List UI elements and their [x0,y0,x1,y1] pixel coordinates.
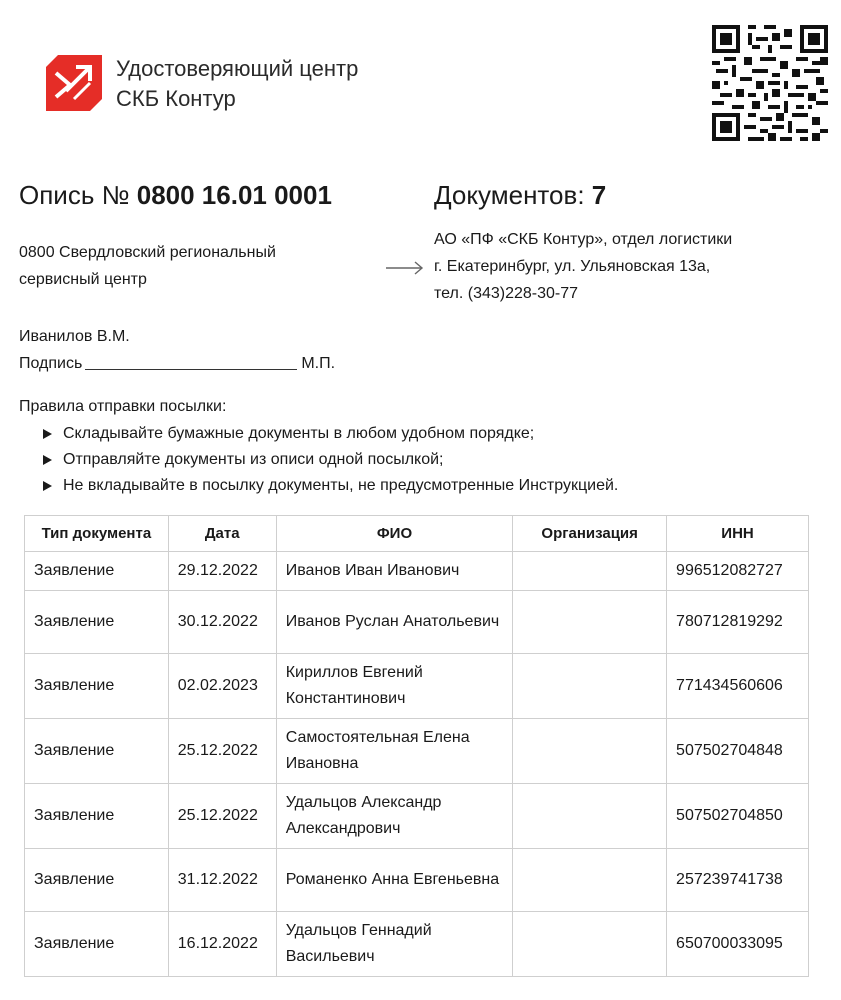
cell-inn: 507502704850 [667,784,809,849]
skb-kontur-logo-icon [46,55,102,111]
signature-line [85,351,297,370]
cell-org [513,719,667,784]
table-row [25,784,809,849]
recipient-line1: АО «ПФ «СКБ Контур», отдел логистики [434,231,733,248]
sender-line1: 0800 Свердловский региональный [19,244,276,261]
cell-type: Заявление [25,719,169,784]
cell-fio: Иванов Руслан Анатольевич [276,591,513,654]
table-header-row [25,516,809,552]
cell-inn: 996512082727 [667,552,809,591]
recipient-line3: тел. (343)228-30-77 [434,285,579,302]
cell-date: 31.12.2022 [168,849,276,912]
cell-date: 25.12.2022 [168,719,276,784]
arrow-right-icon [385,260,425,276]
cell-org [513,552,667,591]
documents-count-title [434,178,606,212]
table-row [25,654,809,719]
cell-fio: Романенко Анна Евгеньевна [276,849,513,912]
cell-org [513,591,667,654]
cell-type: Заявление [25,552,169,591]
qr-code-icon [712,25,828,141]
table-row [25,552,809,591]
cell-inn: 507502704848 [667,719,809,784]
cell-type: Заявление [25,912,169,977]
signature-row [19,350,335,377]
rule-item: Не вкладывайте в посылку документы, не предусмотренные Инструкцией. [41,473,618,499]
cell-inn: 771434560606 [667,654,809,719]
cell-type: Заявление [25,784,169,849]
shipping-rules [19,394,618,499]
inventory-number: 0800 16.01 0001 [136,180,332,210]
cell-date: 16.12.2022 [168,912,276,977]
documents-count: 7 [591,180,607,210]
rule-item: Складывайте бумажные документы в любом удобном порядке; [41,421,618,447]
inventory-title-prefix: Опись № [19,180,130,210]
cell-type: Заявление [25,849,169,912]
rules-list [19,421,618,499]
cell-inn: 257239741738 [667,849,809,912]
table-row [25,849,809,912]
column-header-fio: ФИО [276,516,513,552]
column-header-org: Организация [513,516,667,552]
sender-block [19,239,359,293]
cell-org [513,912,667,977]
stamp-label: М.П. [301,355,336,372]
table-row [25,591,809,654]
recipient-block [434,226,814,307]
cell-type: Заявление [25,654,169,719]
cell-inn: 650700033095 [667,912,809,977]
column-header-date: Дата [168,516,276,552]
cell-fio: Удальцов Геннадий Васильевич [276,912,513,977]
cell-type: Заявление [25,591,169,654]
cell-inn: 780712819292 [667,591,809,654]
org-name-line2: СКБ Контур [116,86,236,111]
cell-org [513,849,667,912]
cell-date: 02.02.2023 [168,654,276,719]
cell-date: 30.12.2022 [168,591,276,654]
cell-org [513,654,667,719]
table-row [25,719,809,784]
column-header-inn: ИНН [667,516,809,552]
column-header-type: Тип документа [25,516,169,552]
inventory-title [19,178,332,212]
org-name [116,54,358,114]
cell-fio: Иванов Иван Иванович [276,552,513,591]
cell-date: 29.12.2022 [168,552,276,591]
signer-name: Иванилов В.М. [19,328,130,345]
cell-date: 25.12.2022 [168,784,276,849]
cell-fio: Кириллов Евгений Константинович [276,654,513,719]
rules-title: Правила отправки посылки: [19,398,227,415]
org-name-line1: Удостоверяющий центр [116,56,359,81]
sender-line2: сервисный центр [19,271,147,288]
table-row [25,912,809,977]
documents-table [24,515,809,977]
cell-fio: Удальцов Александр Александрович [276,784,513,849]
recipient-line2: г. Екатеринбург, ул. Ульяновская 13а, [434,258,711,275]
signer-block [19,323,335,377]
cell-org [513,784,667,849]
signature-label: Подпись [19,355,83,372]
cell-fio: Самостоятельная Елена Ивановна [276,719,513,784]
rule-item: Отправляйте документы из описи одной посылкой; [41,447,618,473]
documents-count-label: Документов: [434,180,585,210]
